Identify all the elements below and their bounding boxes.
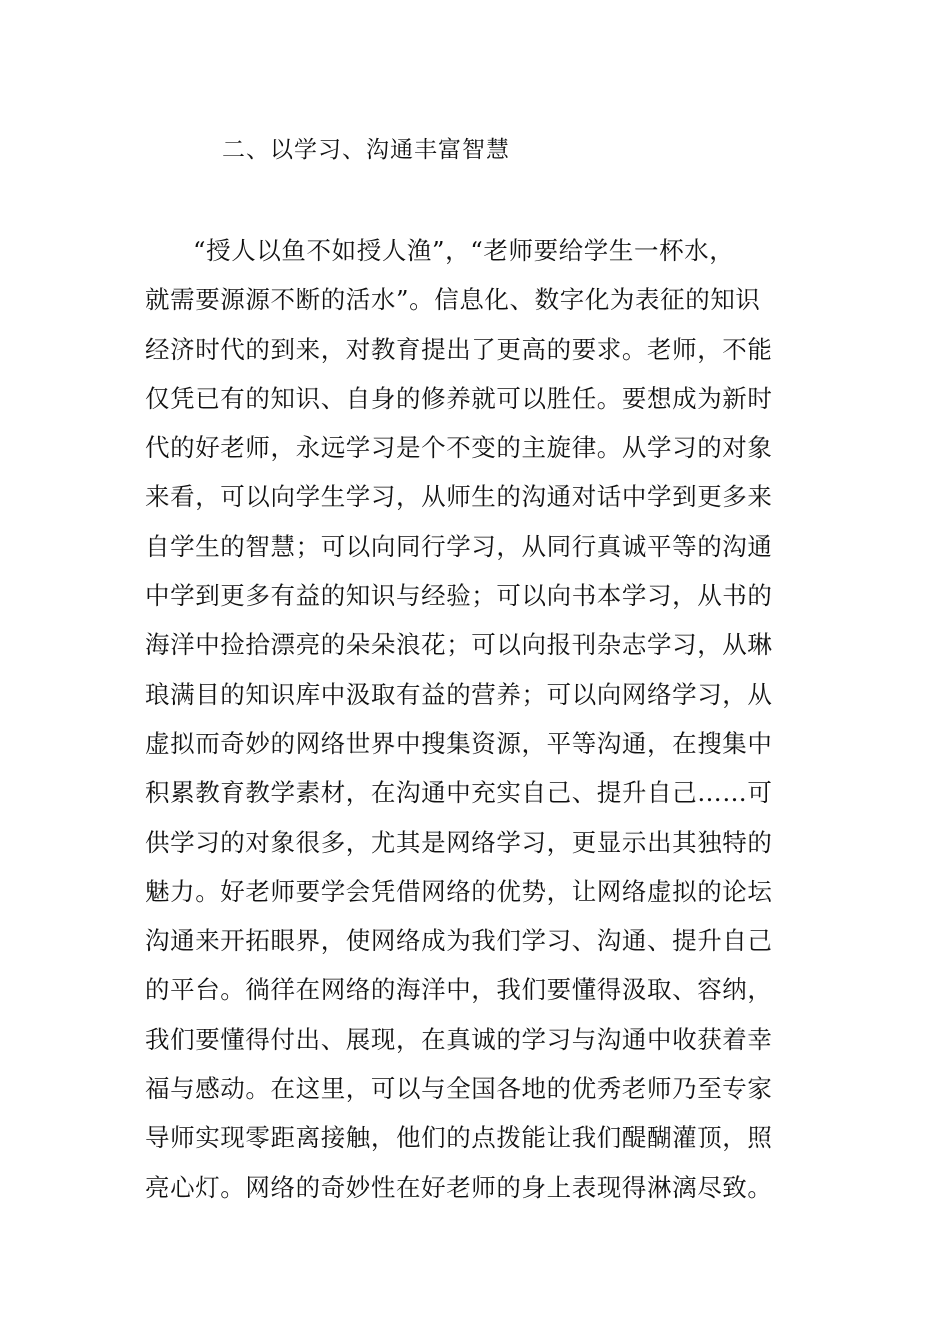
paragraph-line: 沟通来开拓眼界，使网络成为我们学习、沟通、提升自己	[145, 926, 773, 956]
paragraph-line: 来看，可以向学生学习，从师生的沟通对话中学到更多来	[145, 482, 773, 512]
paragraph-line: “授人以鱼不如授人渔”，“老师要给学生一杯水，	[193, 236, 735, 265]
paragraph-line: 魅力。好老师要学会凭借网络的优势，让网络虚拟的论坛	[145, 876, 773, 906]
section-heading: 二、以学习、沟通丰富智慧	[222, 137, 510, 163]
paragraph-line: 的平台。徜徉在网络的海洋中，我们要懂得汲取、容纳，	[145, 975, 773, 1005]
paragraph-line: 导师实现零距离接触，他们的点拨能让我们醍醐灌顶，照	[145, 1123, 773, 1153]
body-paragraph	[145, 226, 835, 1212]
paragraph-line: 中学到更多有益的知识与经验；可以向书本学习，从书的	[145, 581, 773, 611]
paragraph-line: 福与感动。在这里，可以与全国各地的优秀老师乃至专家	[145, 1074, 773, 1104]
paragraph-line: 经济时代的到来，对教育提出了更高的要求。老师，不能	[145, 334, 773, 364]
paragraph-line: 琅满目的知识库中汲取有益的营养；可以向网络学习，从	[145, 679, 773, 709]
paragraph-line: 供学习的对象很多，尤其是网络学习，更显示出其独特的	[145, 827, 773, 857]
paragraph-line: 海洋中捡拾漂亮的朵朵浪花；可以向报刊杂志学习，从琳	[145, 630, 773, 660]
paragraph-line: 虚拟而奇妙的网络世界中搜集资源，平等沟通，在搜集中	[145, 728, 773, 758]
paragraph-line: 自学生的智慧；可以向同行学习，从同行真诚平等的沟通	[145, 531, 773, 561]
paragraph-line: 亮心灯。网络的奇妙性在好老师的身上表现得淋漓尽致。	[145, 1172, 773, 1202]
paragraph-line: 我们要懂得付出、展现，在真诚的学习与沟通中收获着幸	[145, 1024, 773, 1054]
paragraph-line: 就需要源源不断的活水”。信息化、数字化为表征的知识	[145, 285, 761, 315]
paragraph-line: 仅凭已有的知识、自身的修养就可以胜任。要想成为新时	[145, 383, 773, 413]
paragraph-line: 积累教育教学素材，在沟通中充实自己、提升自己……可	[145, 778, 773, 808]
paragraph-line: 代的好老师，永远学习是个不变的主旋律。从学习的对象	[145, 433, 773, 463]
